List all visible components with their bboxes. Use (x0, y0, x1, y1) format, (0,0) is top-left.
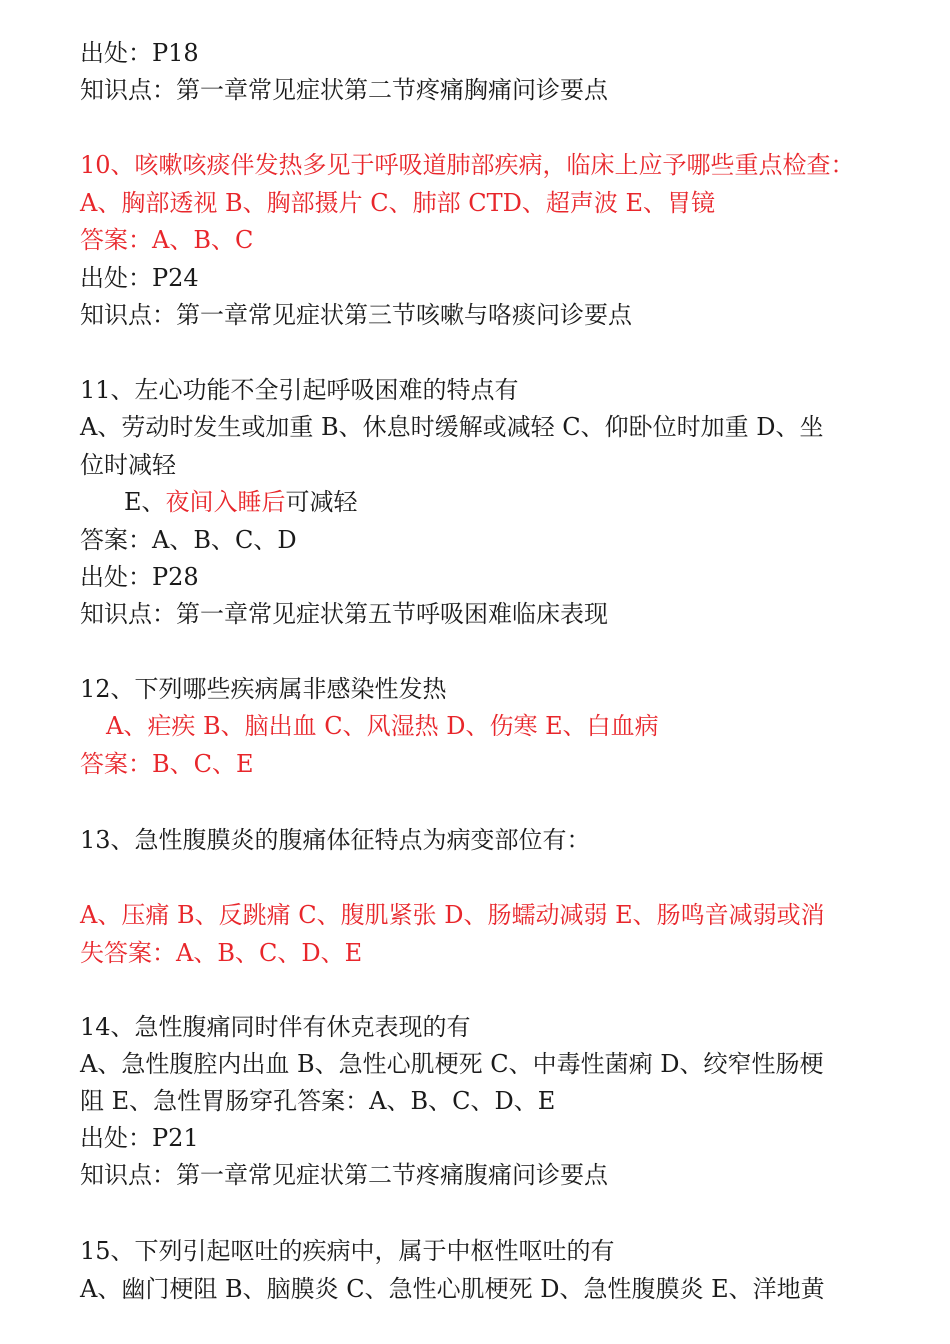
text-line (80, 674, 447, 704)
text-segment: 出处：P18 (80, 39, 199, 67)
text-line (80, 300, 632, 330)
text-segment: 出处：P28 (80, 563, 199, 591)
text-segment: 夜间入睡后 (165, 488, 286, 516)
text-line (80, 1236, 615, 1266)
text-line (80, 900, 825, 930)
text-line (80, 225, 253, 255)
text-line (80, 1274, 825, 1304)
text-segment: A、急性腹腔内出血 B、急性心肌梗死 C、中毒性菌痢 D、绞窄性肠梗 (80, 1050, 824, 1078)
text-line (80, 188, 715, 218)
text-line (106, 711, 659, 741)
text-line (80, 150, 855, 180)
text-segment: 知识点：第一章常见症状第二节疼痛胸痛问诊要点 (80, 76, 608, 104)
text-segment: 答案：B、C、E (80, 750, 254, 778)
text-segment: 出处：P24 (80, 264, 199, 292)
text-line (80, 562, 199, 592)
text-segment: 阻 E、急性胃肠穿孔答案：A、B、C、D、E (80, 1087, 556, 1115)
text-segment: 15、下列引起呕吐的疾病中，属于中枢性呕吐的有 (80, 1237, 615, 1265)
text-line (80, 1012, 471, 1042)
text-line (80, 450, 176, 480)
text-segment: A、疟疾 B、脑出血 C、风湿热 D、伤寒 E、白血病 (106, 712, 659, 740)
text-segment: A、胸部透视 B、胸部摄片 C、肺部 CTD、超声波 E、胃镜 (80, 189, 715, 217)
text-segment: 出处：P21 (80, 1124, 199, 1152)
text-line (80, 825, 591, 855)
text-segment: 可减轻 (285, 488, 358, 516)
text-segment: 知识点：第一章常见症状第二节疼痛腹痛问诊要点 (80, 1161, 608, 1189)
text-segment: 答案：A、B、C、D (80, 526, 297, 554)
text-segment: A、幽门梗阻 B、脑膜炎 C、急性心肌梗死 D、急性腹膜炎 E、洋地黄 (80, 1275, 825, 1303)
text-segment: A、劳动时发生或加重 B、休息时缓解或减轻 C、仰卧位时加重 D、坐 (80, 413, 824, 441)
text-segment: 知识点：第一章常见症状第三节咳嗽与咯痰问诊要点 (80, 301, 632, 329)
text-line (80, 1160, 608, 1190)
text-line (80, 1086, 555, 1116)
text-line (80, 749, 254, 779)
text-line (80, 1049, 823, 1079)
text-line (80, 412, 823, 442)
text-line (80, 75, 608, 105)
text-segment: A、压痛 B、反跳痛 C、腹肌紧张 D、肠蠕动减弱 E、肠鸣音减弱或消 (80, 901, 825, 929)
text-line (80, 263, 199, 293)
text-segment: 10、咳嗽咳痰伴发热多见于呼吸道肺部疾病，临床上应予哪些重点检查： (80, 151, 855, 179)
text-segment: 13、急性腹膜炎的腹痛体征特点为病变部位有： (80, 826, 591, 854)
text-segment: E、 (124, 488, 166, 516)
text-segment: 知识点：第一章常见症状第五节呼吸困难临床表现 (80, 600, 608, 628)
text-line (80, 1123, 199, 1153)
text-segment: 12、下列哪些疾病属非感染性发热 (80, 675, 447, 703)
text-segment: 14、急性腹痛同时伴有休克表现的有 (80, 1013, 471, 1041)
text-line (80, 599, 608, 629)
text-line (80, 525, 297, 555)
text-line (80, 938, 362, 968)
text-segment: 答案：A、B、C (80, 226, 254, 254)
text-segment: 位时减轻 (80, 451, 176, 479)
text-line (80, 38, 199, 68)
text-segment: 失答案：A、B、C、D、E (80, 939, 363, 967)
text-line (124, 487, 358, 517)
text-line (80, 375, 519, 405)
text-segment: 11、左心功能不全引起呼吸困难的特点有 (80, 376, 519, 404)
